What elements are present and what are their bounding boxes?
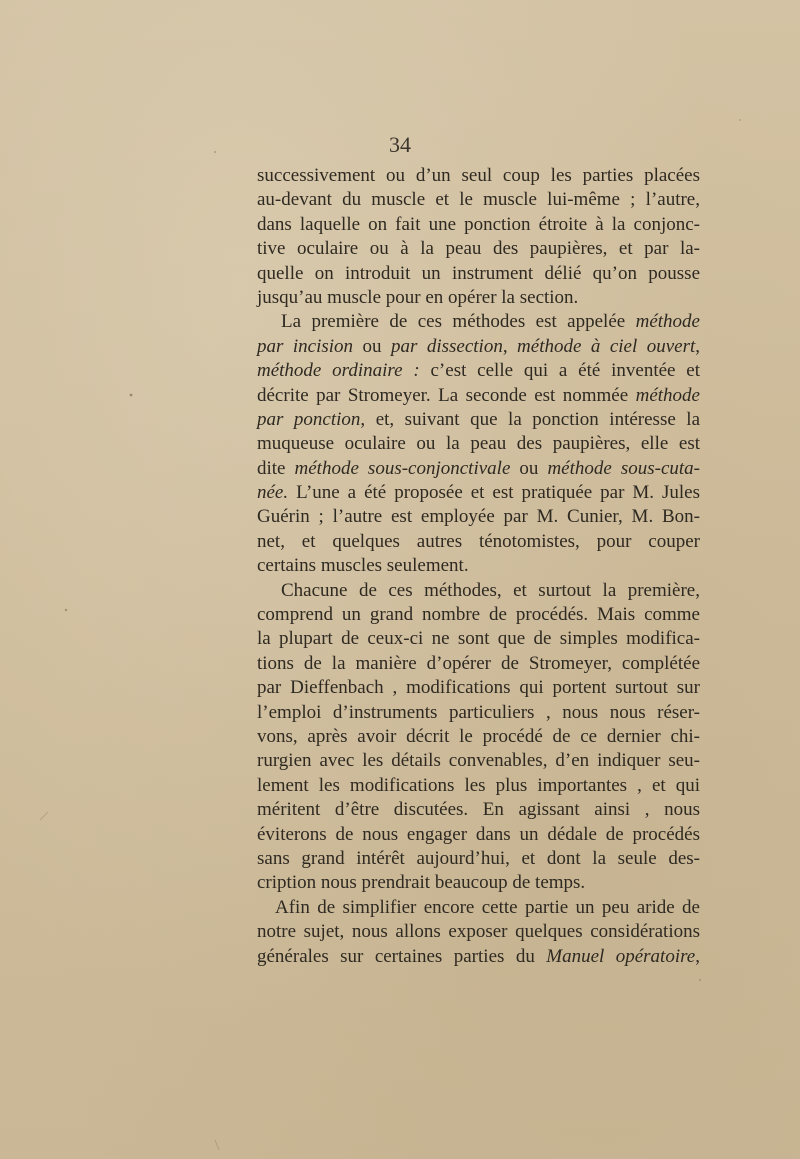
- italic-text: par incision: [257, 335, 354, 357]
- italic-text: méthode ordinaire :: [257, 360, 420, 382]
- body-text: [257, 164, 700, 969]
- text-line: [257, 530, 700, 554]
- text-line: [257, 164, 700, 188]
- text-segment: L’une a été proposée et est pratiquée par M. Jules: [288, 482, 700, 504]
- text-line: [257, 237, 700, 261]
- italic-text: méthode: [635, 384, 700, 406]
- text-line: [257, 481, 700, 505]
- italic-text: méthode sous-conjonctivale: [294, 457, 511, 479]
- text-segment: lement les modifications les plus importantes , et qui: [257, 774, 700, 796]
- text-segment: jusqu’au muscle pour en opérer la section.: [257, 286, 579, 308]
- text-segment: générales sur certaines parties du: [257, 945, 547, 967]
- text-line: [257, 676, 700, 700]
- text-line: [257, 579, 700, 603]
- text-segment: , et, suivant que la ponction intéresse la: [360, 408, 701, 430]
- text-line: [257, 749, 700, 773]
- italic-text: méthode à ciel ouvert: [517, 335, 696, 357]
- text-line: [257, 896, 700, 920]
- text-segment: rurgien avec les détails convenables, d’en indiquer seu-: [257, 750, 700, 772]
- text-line: [257, 945, 700, 969]
- text-segment: Chacune de ces méthodes, et surtout la première,: [281, 579, 700, 601]
- text-line: [257, 213, 700, 237]
- text-line: [257, 847, 700, 871]
- text-segment: ,: [502, 335, 518, 357]
- text-segment: ,: [695, 945, 700, 967]
- text-segment: éviterons de nous engager dans un dédale de procédés: [257, 823, 700, 845]
- text-segment: méritent d’être discutées. En agissant ainsi , nous: [257, 799, 700, 821]
- text-line: [257, 505, 700, 529]
- text-segment: ,: [695, 335, 701, 357]
- text-line: [257, 310, 700, 334]
- italic-text: Manuel opératoire: [546, 945, 696, 967]
- text-segment: Afin de simplifier encore cette partie un peu aride de: [275, 896, 700, 918]
- italic-text: née.: [257, 482, 289, 504]
- text-segment: comprend un grand nombre de procédés. Mais comme: [257, 604, 700, 626]
- text-segment: vons, après avoir décrit le procédé de ce dernier chi-: [257, 725, 700, 747]
- text-line: [257, 603, 700, 627]
- text-line: [257, 262, 700, 286]
- text-segment: l’emploi d’instruments particuliers , nous nous réser-: [257, 701, 700, 723]
- text-segment: décrite par Stromeyer. La seconde est nommée: [257, 384, 636, 406]
- text-segment: ou: [510, 457, 548, 479]
- text-segment: sans grand intérêt aujourd’hui, et dont la seule des-: [257, 847, 700, 869]
- text-line: [257, 408, 700, 432]
- text-segment: c’est celle qui a été inventée et: [419, 360, 700, 382]
- text-segment: dans laquelle on fait une ponction étroite à la conjonc-: [257, 213, 700, 235]
- text-line: [257, 652, 700, 676]
- text-line: [257, 774, 700, 798]
- italic-text: par dissection: [390, 335, 503, 357]
- text-segment: net, et quelques autres ténotomistes, pour couper: [257, 530, 700, 552]
- text-segment: tive oculaire ou à la peau des paupières, et par la-: [257, 238, 700, 260]
- text-line: [257, 798, 700, 822]
- text-line: [257, 286, 700, 310]
- text-segment: dite: [257, 457, 295, 479]
- page-number: 34: [389, 132, 411, 157]
- text-line: [257, 335, 700, 359]
- text-segment: ou: [353, 335, 391, 357]
- text-segment: Guérin ; l’autre est employée par M. Cunier, M. Bon-: [257, 506, 700, 528]
- text-segment: la plupart de ceux-ci ne sont que de simples modifica-: [257, 628, 700, 650]
- italic-text: méthode: [635, 311, 700, 333]
- italic-text: méthode sous-cuta-: [547, 457, 700, 479]
- paragraph: [257, 310, 700, 578]
- text-segment: par Dieffenbach , modifications qui portent surtout sur: [257, 677, 700, 699]
- paragraph: [257, 164, 700, 310]
- text-line: [257, 359, 700, 383]
- text-segment: muqueuse oculaire ou la peau des paupières, elle est: [257, 433, 700, 455]
- text-segment: La première de ces méthodes est appelée: [281, 311, 636, 333]
- paragraph: [257, 579, 700, 896]
- text-line: [257, 920, 700, 944]
- italic-text: par ponction: [257, 408, 361, 430]
- text-line: [257, 188, 700, 212]
- text-line: [257, 384, 700, 408]
- text-line: [257, 701, 700, 725]
- text-segment: cription nous prendrait beaucoup de temps.: [257, 872, 586, 894]
- text-segment: tions de la manière d’opérer de Stromeyer, complétée: [257, 652, 700, 674]
- text-line: [257, 627, 700, 651]
- text-segment: successivement ou d’un seul coup les parties placées: [257, 165, 700, 186]
- text-line: [257, 457, 700, 481]
- text-line: [257, 871, 700, 895]
- text-line: [257, 725, 700, 749]
- text-segment: certains muscles seulement.: [257, 555, 469, 577]
- text-line: [257, 823, 700, 847]
- text-line: [257, 432, 700, 456]
- paragraph: [257, 896, 700, 969]
- text-segment: quelle on introduit un instrument délié qu’on pousse: [257, 262, 700, 284]
- text-segment: notre sujet, nous allons exposer quelques considérations: [257, 921, 700, 943]
- text-segment: au-devant du muscle et le muscle lui-même ; l’autre,: [257, 189, 700, 211]
- text-line: [257, 554, 700, 578]
